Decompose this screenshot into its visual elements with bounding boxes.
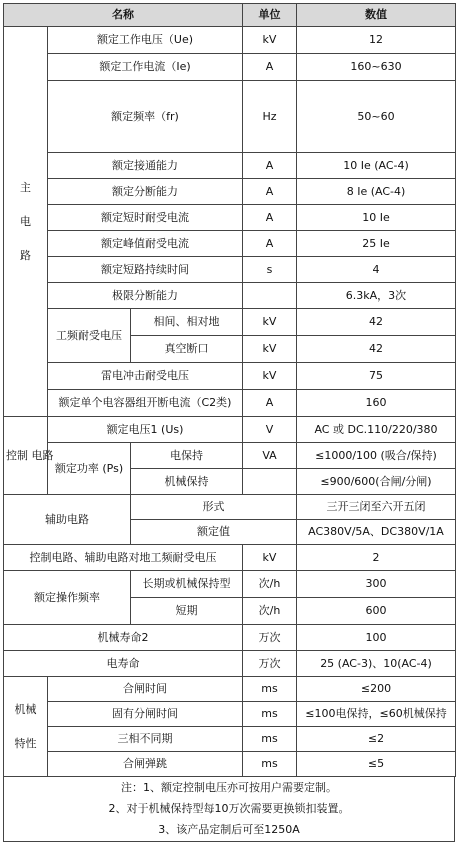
row-value: ≤5 [297,752,456,777]
row-label: 工频耐受电压 [48,309,131,363]
row-label: 电寿命 [4,651,243,677]
row-label: 三相不同期 [48,727,243,752]
row-label: 固有分闸时间 [48,702,243,727]
row-value: ≤100电保持，≤60机械保持 [297,702,456,727]
row-label: 机械寿命2 [4,625,243,651]
row-label: 额定功率 (Ps) [48,443,131,495]
row-value: 三开三闭至六开五闭 [297,495,456,520]
row-value: 100 [297,625,456,651]
row-sublabel: 额定值 [131,520,297,545]
spec-sheet [3,3,455,842]
row-value: 42 [297,309,456,336]
row-label: 额定接通能力 [48,153,243,179]
note-line: 2、对于机械保持型每10万次需要更换锁扣装置。 [108,802,350,815]
row-value: ≤900/600(合闸/分闸) [297,469,456,495]
table-row [4,417,456,443]
table-row [4,625,456,651]
row-label: 合闸弹跳 [48,752,243,777]
row-value: 160~630 [297,54,456,81]
row-label: 合闸时间 [48,677,243,702]
row-unit: kV [243,336,297,363]
row-unit: A [243,390,297,417]
row-unit [243,283,297,309]
header-name: 名称 [4,4,243,27]
row-sublabel: 短期 [131,598,243,625]
table-row [4,363,456,390]
row-unit: s [243,257,297,283]
note-line: 3、该产品定制后可至1250A [158,823,300,836]
table-row [4,309,456,336]
row-unit: Hz [243,81,297,153]
row-value: 600 [297,598,456,625]
row-value: ≤1000/100 (吸合/保持) [297,443,456,469]
row-value: 10 Ie [297,205,456,231]
table-row [4,495,456,520]
row-label: 控制电路、辅助电路对地工频耐受电压 [4,545,243,571]
table-row [4,179,456,205]
header-unit: 单位 [243,4,297,27]
row-value: ≤2 [297,727,456,752]
row-unit: kV [243,545,297,571]
row-unit: A [243,205,297,231]
row-unit: 次/h [243,598,297,625]
row-value: 25 Ie [297,231,456,257]
table-row [4,390,456,417]
row-value: 50~60 [297,81,456,153]
table-row [4,752,456,777]
row-value: 6.3kA，3次 [297,283,456,309]
row-value: 2 [297,545,456,571]
row-unit: ms [243,677,297,702]
row-sublabel: 机械保持 [131,469,243,495]
row-unit [243,469,297,495]
table-row [4,651,456,677]
table-row [4,727,456,752]
row-unit: V [243,417,297,443]
note-line: 注：1、额定控制电压亦可按用户需要定制。 [121,781,337,794]
row-unit: kV [243,363,297,390]
row-value: 10 Ie (AC-4) [297,153,456,179]
row-sublabel: 形式 [131,495,297,520]
row-sublabel: 真空断口 [131,336,243,363]
table-row [4,571,456,598]
table-row [4,443,456,469]
row-label: 极限分断能力 [48,283,243,309]
row-value: AC 或 DC.110/220/380 [297,417,456,443]
notes-box [3,777,455,842]
table-row [4,153,456,179]
header-row [4,4,456,27]
row-value: 160 [297,390,456,417]
row-unit: kV [243,27,297,54]
row-unit: A [243,179,297,205]
row-value: 8 Ie (AC-4) [297,179,456,205]
spec-table [3,3,456,777]
row-unit: A [243,231,297,257]
row-unit: ms [243,702,297,727]
group-main-circuit: 主 电 路 [4,27,48,417]
row-unit: A [243,54,297,81]
table-row [4,702,456,727]
row-label: 额定操作频率 [4,571,131,625]
row-label: 额定分断能力 [48,179,243,205]
header-value: 数值 [297,4,456,27]
row-unit: ms [243,752,297,777]
row-label: 额定单个电容器组开断电流（C2类) [48,390,243,417]
table-row [4,205,456,231]
group-control-circuit: 控制 电路 [4,417,48,495]
row-value: 300 [297,571,456,598]
group-mechanical: 机械 特性 [4,677,48,777]
row-label: 额定电压1 (Us) [48,417,243,443]
row-unit: A [243,153,297,179]
row-unit: ms [243,727,297,752]
row-value: 12 [297,27,456,54]
row-label: 辅助电路 [4,495,131,545]
table-row [4,54,456,81]
table-row [4,231,456,257]
table-row [4,81,456,153]
row-value: 25 (AC-3)、10(AC-4) [297,651,456,677]
row-value: AC380V/5A、DC380V/1A [297,520,456,545]
row-label: 额定工作电流（Ie) [48,54,243,81]
row-label: 额定短路持续时间 [48,257,243,283]
row-unit: VA [243,443,297,469]
row-sublabel: 长期或机械保持型 [131,571,243,598]
table-row [4,283,456,309]
row-label: 雷电冲击耐受电压 [48,363,243,390]
row-label: 额定工作电压（Ue) [48,27,243,54]
table-row [4,257,456,283]
row-sublabel: 电保持 [131,443,243,469]
row-unit: 次/h [243,571,297,598]
table-row [4,677,456,702]
row-value: 75 [297,363,456,390]
row-sublabel: 相间、相对地 [131,309,243,336]
row-label: 额定频率（fr) [48,81,243,153]
row-label: 额定峰值耐受电流 [48,231,243,257]
row-unit: 万次 [243,625,297,651]
table-row [4,545,456,571]
row-label: 额定短时耐受电流 [48,205,243,231]
table-row [4,27,456,54]
row-value: ≤200 [297,677,456,702]
row-value: 4 [297,257,456,283]
row-value: 42 [297,336,456,363]
row-unit: 万次 [243,651,297,677]
row-unit: kV [243,309,297,336]
